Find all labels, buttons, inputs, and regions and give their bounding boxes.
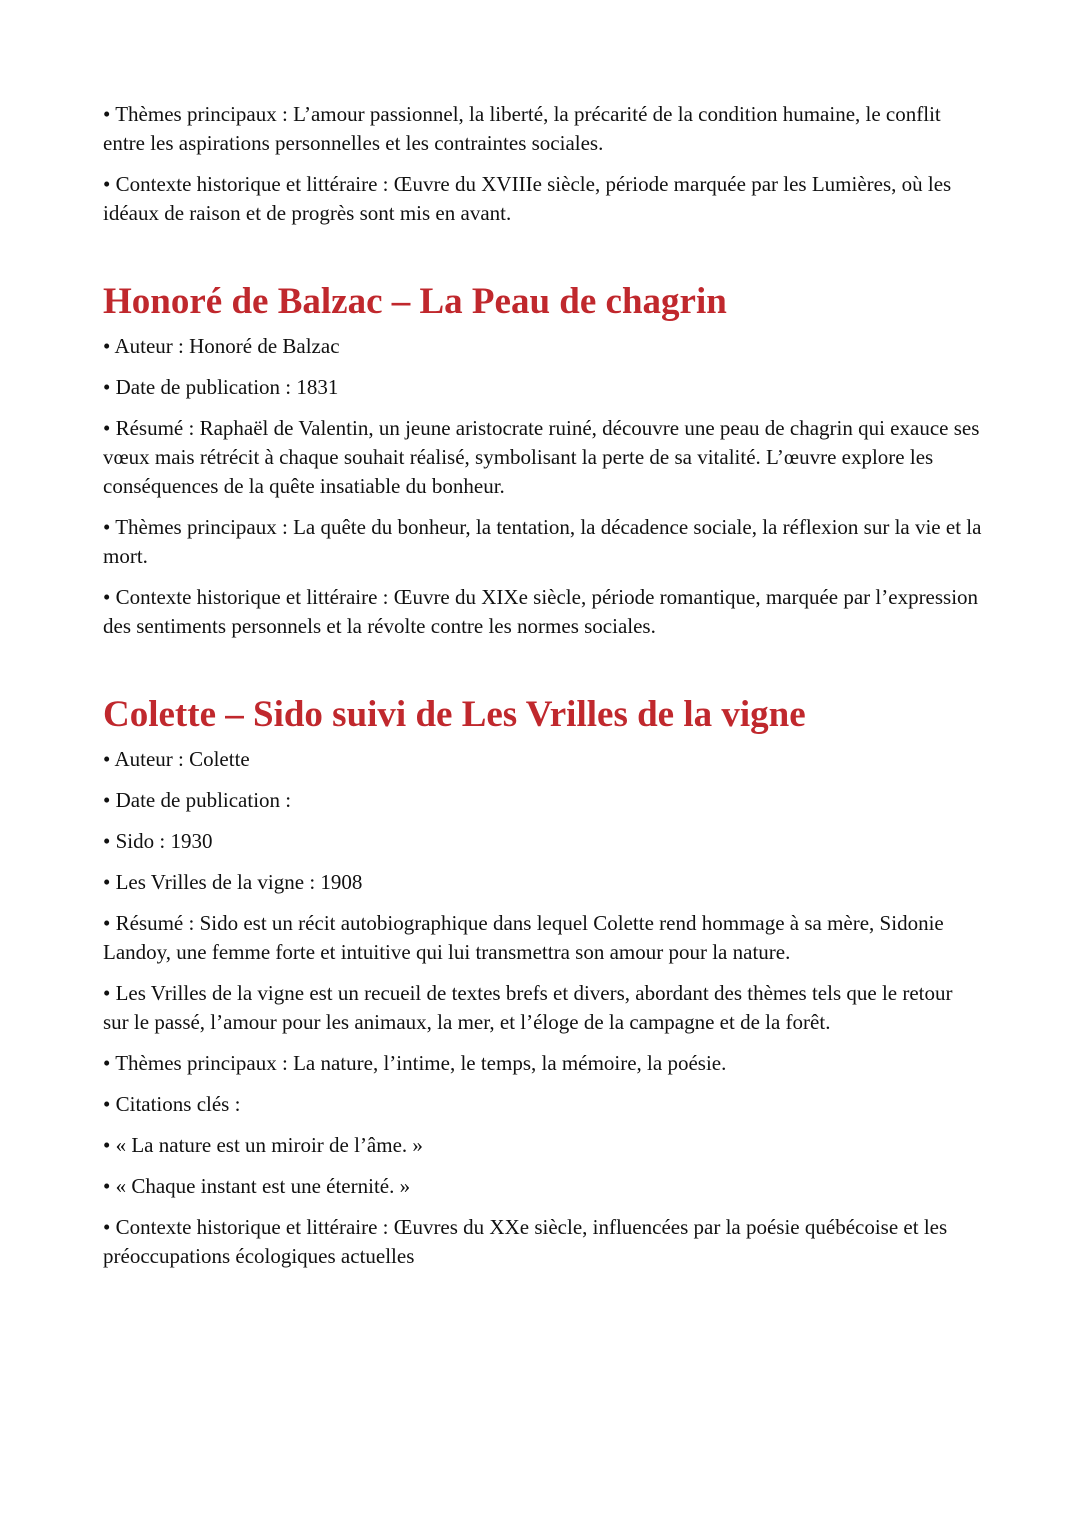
paragraph-themes: • Thèmes principaux : La quête du bonheur, la tentation, la décadence sociale, la réflexion sur la vie et la mort.	[103, 515, 982, 568]
document-page	[103, 100, 983, 1283]
colette-section	[103, 693, 983, 1271]
paragraph-context: • Contexte historique et littéraire : Œuvre du XIXe siècle, période romantique, marquée par l’expression des sentiments personnels et la révolte contre les normes sociales.	[103, 585, 979, 638]
paragraph-vrilles-summary: • Les Vrilles de la vigne est un recueil de textes brefs et divers, abordant des thèmes tels que le retour sur le passé, l’amour pour les animaux, la mer, et l’éloge de la campagne et de la forêt.	[103, 981, 953, 1034]
paragraph-quote: • « La nature est un miroir de l’âme. »	[103, 1133, 423, 1157]
paragraph-summary: • Résumé : Raphaël de Valentin, un jeune aristocrate ruiné, découvre une peau de chagrin qui exauce ses vœux mais rétrécit à chaque souhait réalisé, symbolisant la perte de sa vitalité. L’œuvre explore les conséquences de la quête insatiable du bonheur.	[103, 416, 980, 498]
intro-section	[103, 100, 983, 228]
paragraph-quotes-heading: • Citations clés :	[103, 1092, 241, 1116]
paragraph-author: • Auteur : Honoré de Balzac	[103, 334, 340, 358]
section-heading-colette: Colette – Sido suivi de Les Vrilles de la vigne	[103, 694, 806, 735]
paragraph-themes: • Thèmes principaux : L’amour passionnel, la liberté, la précarité de la condition humaine, le conflit entre les aspirations personnelles et les contraintes sociales.	[103, 102, 941, 155]
paragraph-sido-date: • Sido : 1930	[103, 829, 213, 853]
paragraph-themes: • Thèmes principaux : La nature, l’intime, le temps, la mémoire, la poésie.	[103, 1051, 727, 1075]
paragraph-context: • Contexte historique et littéraire : Œuvre du XVIIIe siècle, période marquée par les Lumières, où les idéaux de raison et de progrès sont mis en avant.	[103, 172, 952, 225]
paragraph-publication-date: • Date de publication : 1831	[103, 375, 339, 399]
paragraph-vrilles-date: • Les Vrilles de la vigne : 1908	[103, 870, 363, 894]
paragraph-quote: • « Chaque instant est une éternité. »	[103, 1174, 411, 1198]
section-heading-balzac: Honoré de Balzac – La Peau de chagrin	[103, 281, 727, 322]
paragraph-context: • Contexte historique et littéraire : Œuvres du XXe siècle, influencées par la poésie québécoise et les préoccupations écologiques actuelles	[103, 1215, 948, 1268]
paragraph-publication-date: • Date de publication :	[103, 788, 292, 812]
paragraph-author: • Auteur : Colette	[103, 747, 250, 771]
paragraph-summary: • Résumé : Sido est un récit autobiographique dans lequel Colette rend hommage à sa mère, Sidonie Landoy, une femme forte et intuitive qui lui transmettra son amour pour la nature.	[103, 911, 944, 964]
balzac-section	[103, 280, 983, 641]
